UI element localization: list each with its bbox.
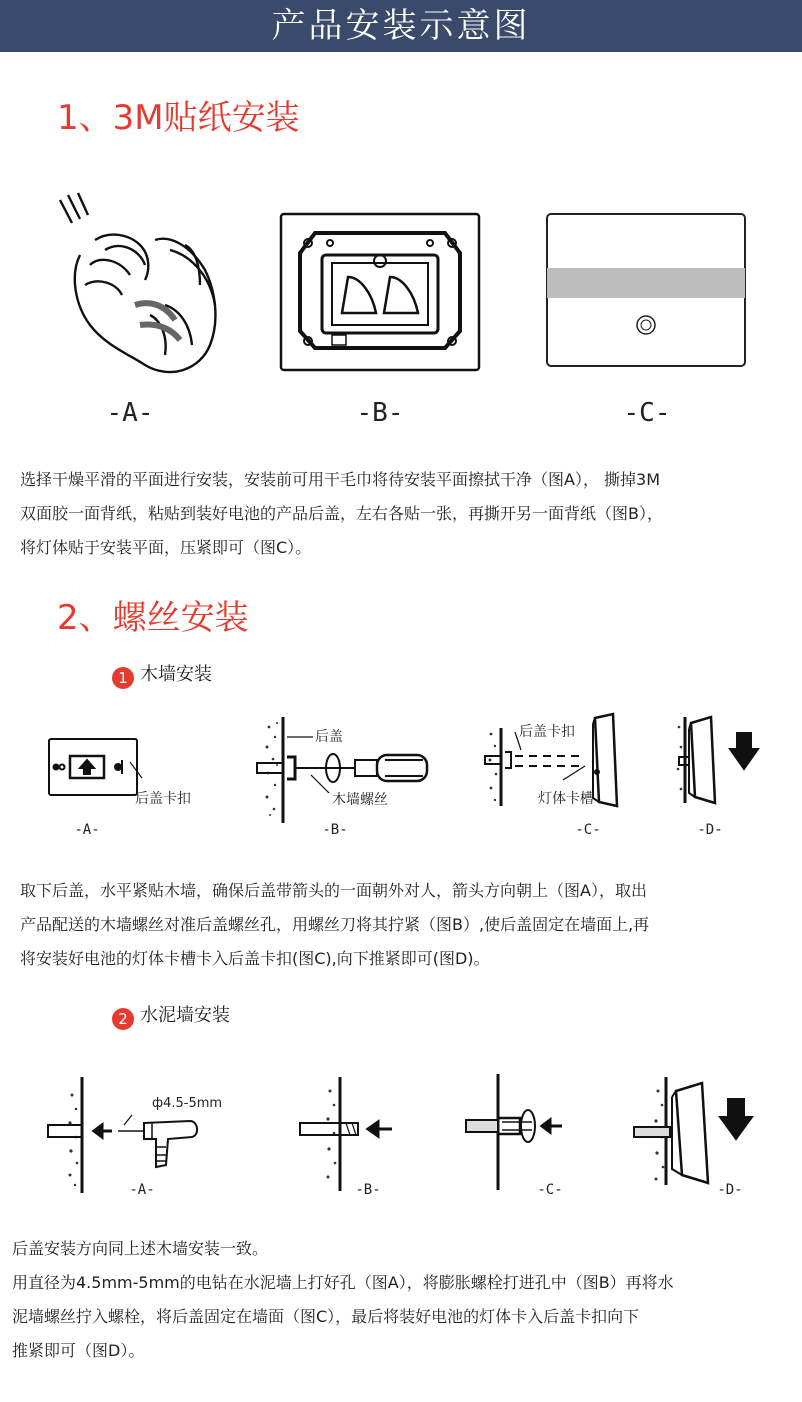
figure-3a-drill bbox=[48, 1075, 208, 1195]
figure-1a-hand-wiping bbox=[50, 195, 230, 385]
figure-3d-push-down bbox=[632, 1075, 762, 1187]
concrete-paragraph-line1: 后盖安装方向同上述木墙安装一致。 bbox=[12, 1239, 269, 1258]
wood-caption-b: -B- bbox=[322, 822, 348, 838]
concrete-caption-a: -A- bbox=[129, 1182, 155, 1198]
section1-title: 1、3M贴纸安装 bbox=[57, 98, 300, 138]
figure-2a-rear-cover bbox=[48, 738, 138, 796]
figure-1b-back-cover bbox=[280, 213, 480, 371]
concrete-paragraph-line3: 泥墙螺丝拧入螺栓，将后盖固定在墙面（图C），最后将装好电池的灯体卡入后盖卡扣向下 bbox=[12, 1307, 640, 1326]
concrete-paragraph-line4: 推紧即可（图D）。 bbox=[12, 1341, 145, 1360]
concrete-caption-c: -C- bbox=[537, 1182, 563, 1198]
wood-paragraph-line3: 将安装好电池的灯体卡槽卡入后盖卡扣(图C),向下推紧即可(图D)。 bbox=[20, 949, 490, 968]
concrete-number-badge: 2 bbox=[112, 1008, 134, 1030]
section1-paragraph-line3: 将灯体贴于安装平面，压紧即可（图C）。 bbox=[20, 538, 312, 557]
figure-1b-caption: -B- bbox=[356, 398, 404, 428]
figure-1a-caption: -A- bbox=[106, 398, 154, 428]
figure-3c-screw-tighten bbox=[462, 1072, 572, 1192]
drill-diameter-label: ф4.5-5mm bbox=[152, 1096, 223, 1111]
concrete-caption-d: -D- bbox=[717, 1182, 743, 1198]
concrete-caption-b: -B- bbox=[355, 1182, 381, 1198]
concrete-wall-subtitle bbox=[112, 1001, 230, 1030]
wood-wall-title: 木墙安装 bbox=[140, 664, 212, 685]
label-lamp-slot: 灯体卡槽 bbox=[538, 791, 594, 807]
wood-caption-c: -C- bbox=[575, 822, 601, 838]
label-wood-screw: 木墙螺丝 bbox=[332, 792, 388, 808]
wood-paragraph-line1: 取下后盖，水平紧贴木墙，确保后盖带箭头的一面朝外对人，箭头方向朝上（图A），取出 bbox=[20, 881, 647, 900]
sensor-band bbox=[547, 268, 745, 298]
figure-3b-expansion-bolt bbox=[298, 1075, 408, 1193]
label-rear-cover: 后盖 bbox=[315, 729, 343, 745]
wood-caption-a: -A- bbox=[74, 822, 100, 838]
section1-paragraph-line1: 选择干燥平滑的平面进行安装，安装前可用干毛巾将待安装平面擦拭干净（图A）， 撕掉3M bbox=[20, 470, 661, 489]
figure-1c-caption: -C- bbox=[623, 398, 671, 428]
figure-2d-push-down bbox=[675, 713, 765, 805]
section1-paragraph-line2: 双面胶一面背纸，粘贴到装好电池的产品后盖，左右各贴一张，再撕开另一面背纸（图B）， bbox=[20, 504, 663, 523]
figure-1c-lamp-front bbox=[546, 213, 746, 367]
wood-wall-subtitle bbox=[112, 660, 212, 689]
label-rear-clip-a: 后盖卡扣 bbox=[135, 791, 191, 807]
section2-title: 2、螺丝安装 bbox=[57, 598, 249, 638]
wood-caption-d: -D- bbox=[697, 822, 723, 838]
wood-number-badge: 1 bbox=[112, 667, 134, 689]
concrete-paragraph-line2: 用直径为4.5mm-5mm的电钻在水泥墙上打好孔（图A），将膨胀螺栓打进孔中（图B）再将水 bbox=[12, 1273, 674, 1292]
page-title: 产品安装示意图 bbox=[271, 6, 531, 46]
label-rear-clip-c: 后盖卡扣 bbox=[519, 724, 575, 740]
concrete-wall-title: 水泥墙安装 bbox=[140, 1005, 230, 1026]
wood-paragraph-line2: 产品配送的木墙螺丝对准后盖螺丝孔，用螺丝刀将其拧紧（图B）,使后盖固定在墙面上,再 bbox=[20, 915, 650, 934]
